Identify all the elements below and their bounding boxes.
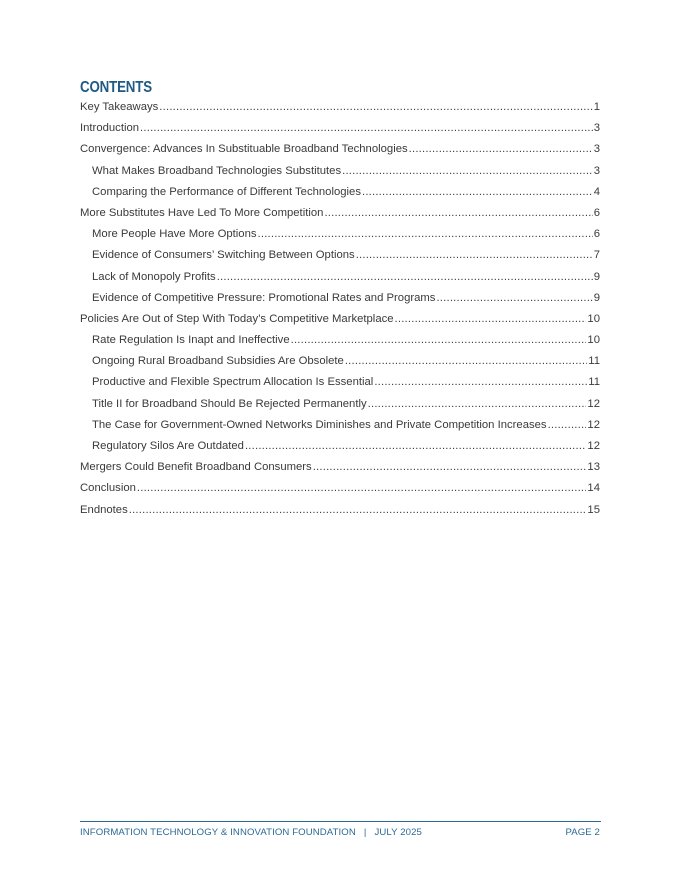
toc-entry-page: 6 [593, 206, 600, 219]
toc-dot-leader [362, 182, 593, 203]
toc-entry[interactable] [80, 372, 600, 393]
toc-dot-leader [291, 330, 587, 351]
footer-separator: | [363, 827, 367, 838]
toc-entry-page: 11 [588, 376, 600, 389]
toc-entry-page: 3 [593, 143, 600, 156]
toc-dot-leader [245, 436, 586, 457]
toc-entry[interactable] [80, 394, 600, 415]
toc-dot-leader [374, 372, 587, 393]
toc-entry-page: 3 [593, 164, 600, 177]
toc-entry[interactable] [80, 288, 600, 309]
toc-entry-title: Title II for Broadband Should Be Rejected Permanently [92, 397, 367, 410]
toc-entry-page: 6 [593, 228, 600, 241]
toc-dot-leader [342, 161, 593, 182]
toc-dot-leader [368, 394, 587, 415]
toc-entry-title: Introduction [80, 122, 140, 135]
footer-organization: INFORMATION TECHNOLOGY & INNOVATION FOUNDATION [80, 827, 356, 838]
toc-dot-leader [356, 245, 593, 266]
toc-dot-leader [409, 139, 593, 160]
toc-entry[interactable] [80, 415, 600, 436]
toc-entry-page: 7 [593, 249, 600, 262]
toc-dot-leader [313, 457, 587, 478]
toc-entry-page: 4 [593, 185, 600, 198]
toc-entry[interactable] [80, 436, 600, 457]
toc-dot-leader [140, 118, 593, 139]
toc-entry-page: 9 [593, 291, 600, 304]
toc-entry-title: Key Takeaways [80, 101, 159, 113]
toc-entry-page: 3 [593, 122, 600, 135]
footer-left [80, 827, 422, 838]
toc-entry[interactable] [80, 309, 600, 330]
toc-entry-page: 10 [587, 312, 600, 325]
toc-entry-page: 10 [587, 334, 600, 347]
toc-entry[interactable] [80, 457, 600, 478]
toc-entry-title: Policies Are Out of Step With Today’s Competitive Marketplace [80, 312, 394, 325]
toc-entry-page: 11 [588, 355, 600, 368]
toc-entry-title: Lack of Monopoly Profits [92, 270, 216, 283]
footer-divider [80, 821, 601, 822]
toc-entry[interactable] [80, 267, 600, 288]
toc-entry-title: What Makes Broadband Technologies Substitutes [92, 164, 342, 177]
toc-entry[interactable] [80, 182, 600, 203]
toc-dot-leader [436, 288, 592, 309]
toc-dot-leader [129, 500, 587, 521]
toc-entry[interactable] [80, 118, 600, 139]
toc-entry[interactable] [80, 478, 600, 499]
toc-entry-title: Comparing the Performance of Different Technologies [92, 185, 361, 198]
contents-heading: CONTENTS [80, 79, 152, 96]
toc-entry-title: Rate Regulation Is Inapt and Ineffective [92, 334, 290, 347]
toc-entry-title: The Case for Government-Owned Networks Diminishes and Private Competition Increases [92, 418, 547, 431]
toc-entry-title: Ongoing Rural Broadband Subsidies Are Obsolete [92, 355, 344, 368]
toc-dot-leader [217, 267, 593, 288]
toc-dot-leader [159, 97, 592, 118]
toc-entry-title: More Substitutes Have Led To More Competition [80, 206, 324, 219]
toc-entry[interactable] [80, 139, 600, 160]
toc-entry[interactable] [80, 97, 600, 118]
toc-entry-title: Evidence of Consumers’ Switching Between Options [92, 249, 355, 262]
toc-entry[interactable] [80, 161, 600, 182]
toc-entry[interactable] [80, 500, 600, 521]
toc-entry-title: Conclusion [80, 482, 136, 495]
footer-date: JULY 2025 [374, 827, 422, 838]
toc-entry[interactable] [80, 351, 600, 372]
toc-entry-title: Endnotes [80, 503, 128, 516]
toc-entry[interactable] [80, 203, 600, 224]
toc-entry[interactable] [80, 224, 600, 245]
toc-entry-title: Mergers Could Benefit Broadband Consumers [80, 461, 312, 474]
toc-entry-title: Regulatory Silos Are Outdated [92, 440, 244, 452]
toc-entry-page: 9 [593, 270, 600, 283]
toc-entry-title: Convergence: Advances In Substituable Broadband Technologies [80, 143, 408, 156]
toc-entry[interactable] [80, 245, 600, 266]
toc-entry-title: Evidence of Competitive Pressure: Promotional Rates and Programs [92, 291, 436, 304]
toc-entry[interactable] [80, 330, 600, 351]
toc-entry-page: 15 [587, 503, 600, 516]
toc-entry-page: 13 [587, 461, 600, 474]
toc-dot-leader [324, 203, 592, 224]
toc-entry-page: 12 [587, 418, 600, 431]
toc-dot-leader [345, 351, 587, 372]
toc-dot-leader [395, 309, 587, 330]
toc-entry-page: 1 [593, 101, 600, 113]
toc-entry-page: 12 [587, 440, 600, 452]
toc-dot-leader [137, 478, 587, 499]
toc-entry-title: Productive and Flexible Spectrum Allocation Is Essential [92, 376, 374, 389]
table-of-contents [80, 97, 600, 521]
toc-dot-leader [548, 415, 587, 436]
toc-dot-leader [258, 224, 593, 245]
toc-entry-page: 12 [587, 397, 600, 410]
toc-entry-title: More People Have More Options [92, 228, 257, 241]
toc-entry-page: 14 [587, 482, 600, 495]
page-footer [80, 827, 600, 838]
footer-page-number: PAGE 2 [565, 827, 600, 838]
